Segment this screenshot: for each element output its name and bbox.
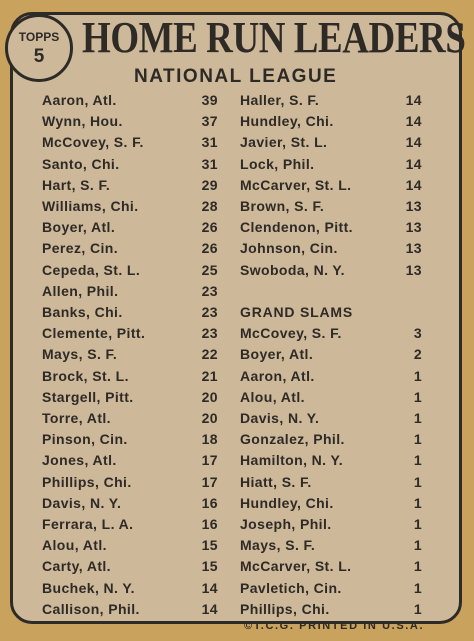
grand-slam-player: McCovey, S. F. [240, 325, 342, 342]
grand-slams-heading: GRAND SLAMS [240, 304, 354, 320]
home-run-count: 20 [201, 388, 218, 405]
grand-slam-player: Mays, S. F. [240, 537, 316, 554]
home-run-count: 16 [201, 494, 218, 511]
grand-slam-count: 3 [413, 325, 422, 342]
player-name: Davis, N. Y. [42, 494, 122, 511]
player-name: Johnson, Cin. [240, 240, 338, 257]
grand-slam-count: 1 [413, 410, 422, 426]
home-run-count: 14 [405, 155, 422, 172]
grand-slam-player: Alou, Atl. [240, 388, 305, 405]
grand-slam-player: Phillips, Chi. [240, 600, 330, 617]
card-subtitle: NATIONAL LEAGUE [134, 66, 338, 87]
player-name: McCarver, St. L. [240, 176, 352, 193]
player-name: Aaron, Atl. [42, 92, 117, 108]
grand-slam-count: 1 [413, 579, 422, 596]
home-run-count: 17 [201, 473, 218, 490]
home-run-count: 23 [201, 325, 218, 342]
grand-slam-count: 1 [413, 558, 422, 575]
home-run-count: 28 [201, 198, 218, 214]
player-name: Haller, S. F. [240, 92, 320, 108]
player-name: Santo, Chi. [42, 155, 120, 172]
card-title: HOME RUN LEADERS [82, 13, 466, 62]
player-name: Callison, Phil. [42, 600, 140, 617]
player-name: Brock, St. L. [42, 367, 129, 384]
copyright-footer: ©T.C.G. PRINTED IN U.S.A. [244, 620, 425, 632]
grand-slam-count: 1 [413, 473, 422, 490]
home-run-count: 20 [201, 410, 218, 426]
home-run-count: 25 [201, 261, 218, 278]
home-run-count: 22 [201, 346, 218, 363]
player-name: Stargell, Pitt. [42, 388, 134, 405]
home-run-count: 14 [405, 176, 422, 193]
home-run-count: 21 [201, 367, 218, 384]
grand-slam-player: Boyer, Atl. [240, 346, 314, 363]
player-name: Banks, Chi. [42, 304, 123, 320]
topps-badge [5, 14, 73, 82]
home-run-count: 14 [201, 579, 218, 596]
card-number: 5 [33, 46, 45, 67]
home-run-count: 39 [201, 92, 218, 108]
home-run-count: 13 [405, 198, 422, 214]
player-name: Cepeda, St. L. [42, 261, 141, 278]
player-name: McCovey, S. F. [42, 134, 144, 151]
grand-slam-player: Aaron, Atl. [240, 367, 315, 384]
player-name: Mays, S. F. [42, 346, 118, 363]
home-run-count: 23 [201, 304, 218, 320]
player-name: Williams, Chi. [42, 198, 139, 214]
home-run-count: 14 [405, 92, 422, 108]
home-run-count: 13 [405, 261, 422, 278]
player-name: Perez, Cin. [42, 240, 118, 257]
home-run-count: 29 [201, 176, 218, 193]
player-name: Brown, S. F. [240, 198, 325, 214]
home-run-count: 26 [201, 219, 218, 236]
home-run-count: 13 [405, 240, 422, 257]
grand-slam-count: 1 [413, 494, 422, 511]
player-name: Hart, S. F. [42, 176, 111, 193]
grand-slam-player: McCarver, St. L. [240, 558, 352, 575]
home-run-count: 17 [201, 452, 218, 469]
player-name: Clendenon, Pitt. [240, 219, 353, 236]
home-run-count: 16 [201, 516, 218, 532]
grand-slam-count: 1 [413, 431, 422, 448]
grand-slam-player: Hamilton, N. Y. [240, 452, 343, 469]
player-name: Torre, Atl. [42, 410, 111, 426]
grand-slam-count: 1 [413, 516, 422, 532]
player-name: Lock, Phil. [240, 155, 315, 172]
home-run-count: 31 [201, 134, 218, 151]
player-name: Ferrara, L. A. [42, 516, 134, 532]
player-name: Pinson, Cin. [42, 431, 128, 448]
grand-slam-player: Hiatt, S. F. [240, 473, 312, 490]
player-name: Hundley, Chi. [240, 113, 334, 130]
player-name: Boyer, Atl. [42, 219, 116, 236]
grand-slam-count: 1 [413, 537, 422, 554]
player-name: Phillips, Chi. [42, 473, 132, 490]
home-run-count: 26 [201, 240, 218, 257]
home-run-count: 31 [201, 155, 218, 172]
brand-label: TOPPS [18, 30, 60, 44]
home-run-count: 14 [405, 134, 422, 151]
player-name: Clemente, Pitt. [42, 325, 146, 342]
grand-slam-count: 1 [413, 367, 422, 384]
player-name: Allen, Phil. [42, 282, 119, 299]
home-run-count: 15 [201, 558, 218, 575]
grand-slam-count: 2 [413, 346, 422, 363]
grand-slam-count: 1 [413, 600, 422, 617]
player-name: Buchek, N. Y. [42, 579, 135, 596]
home-run-count: 14 [405, 113, 422, 130]
grand-slam-player: Davis, N. Y. [240, 410, 320, 426]
home-run-count: 18 [201, 431, 218, 448]
player-name: Jones, Atl. [42, 452, 117, 469]
player-name: Javier, St. L. [240, 134, 328, 151]
home-run-count: 37 [201, 113, 218, 130]
grand-slam-player: Joseph, Phil. [240, 516, 332, 532]
home-run-count: 15 [201, 537, 218, 554]
home-run-count: 13 [405, 219, 422, 236]
grand-slam-player: Hundley, Chi. [240, 494, 334, 511]
grand-slam-count: 1 [413, 452, 422, 469]
player-name: Swoboda, N. Y. [240, 261, 345, 278]
player-name: Carty, Atl. [42, 558, 111, 575]
grand-slam-player: Pavletich, Cin. [240, 579, 342, 596]
grand-slam-count: 1 [413, 388, 422, 405]
grand-slam-player: Gonzalez, Phil. [240, 431, 345, 448]
player-name: Wynn, Hou. [42, 113, 123, 130]
home-run-count: 14 [201, 600, 218, 617]
home-run-count: 23 [201, 282, 218, 299]
player-name: Alou, Atl. [42, 537, 107, 554]
